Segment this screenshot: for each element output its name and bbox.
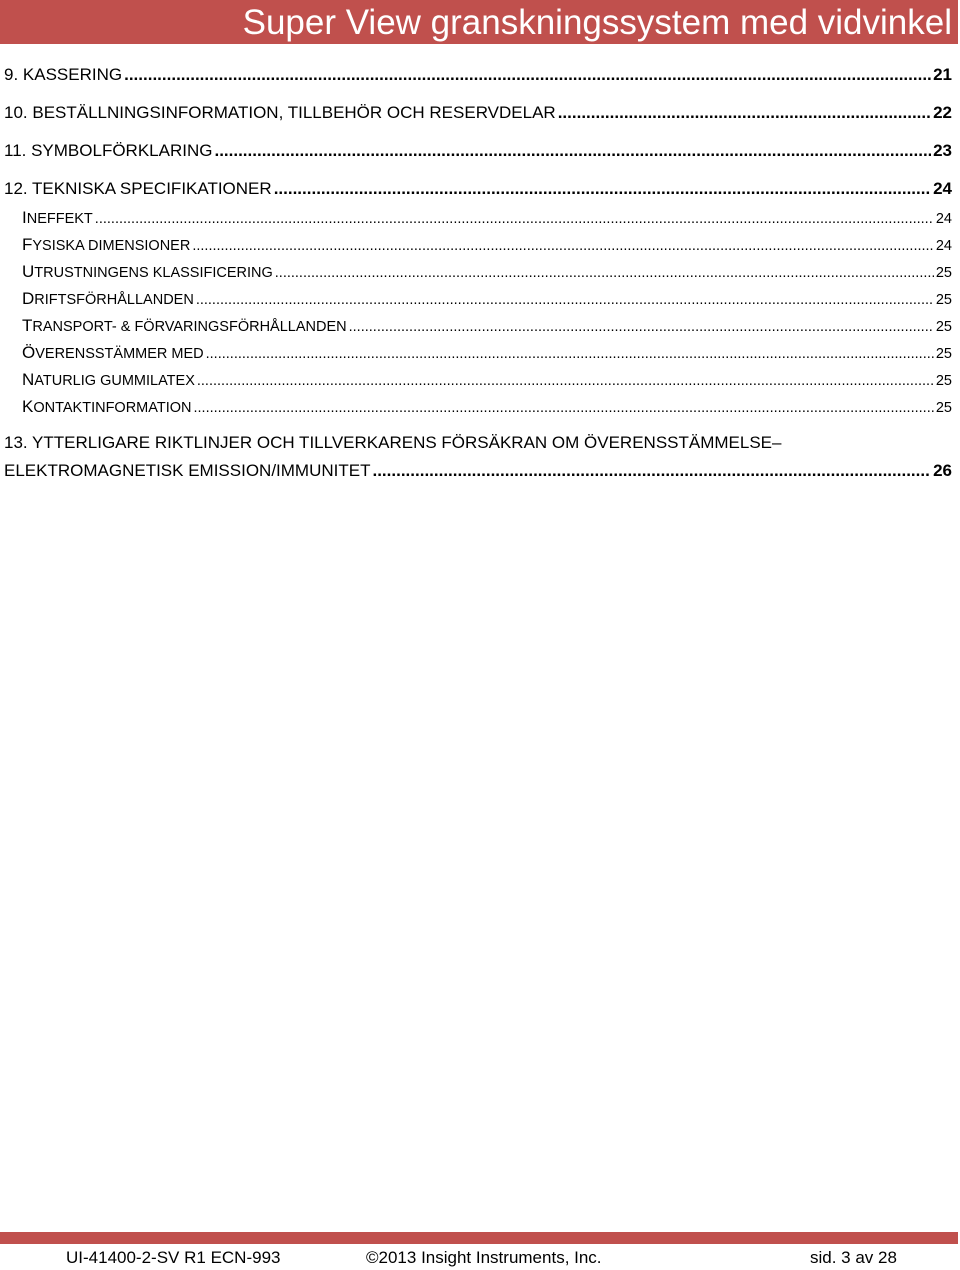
toc-entry-page: 22 <box>933 103 952 122</box>
toc-leader <box>95 211 934 227</box>
toc-subentry-transport[interactable] <box>22 316 952 336</box>
footer-bar <box>0 1232 958 1244</box>
toc-subentry-klassificering[interactable] <box>22 262 952 282</box>
toc-entry-10[interactable] <box>4 103 952 123</box>
toc-leader <box>274 179 931 199</box>
toc-entry-title: DRIFTSFÖRHÅLLANDEN <box>22 289 194 308</box>
toc-leader <box>124 65 931 85</box>
toc-leader <box>196 292 934 308</box>
toc-entry-title: 10. BESTÄLLNINGSINFORMATION, TILLBEHÖR OCH RESERVDELAR <box>4 103 556 122</box>
toc-entry-title: TRANSPORT- & FÖRVARINGSFÖRHÅLLANDEN <box>22 316 347 335</box>
toc-entry-13[interactable] <box>4 461 952 481</box>
toc-entry-page: 25 <box>935 400 952 416</box>
toc-leader <box>206 346 934 362</box>
toc-leader <box>192 238 934 254</box>
toc-entry-page: 24 <box>933 179 952 198</box>
toc-entry-13-line1[interactable]: 13. YTTERLIGARE RIKTLINJER OCH TILLVERKARENS FÖRSÄKRAN OM ÖVERENSSTÄMMELSE– <box>4 433 782 452</box>
toc-entry-title: ÖVERENSSTÄMMER MED <box>22 343 204 362</box>
toc-entry-page: 25 <box>935 373 952 389</box>
toc-subentry-driftsforhallanden[interactable] <box>22 289 952 309</box>
toc-entry-page: 26 <box>933 461 952 480</box>
toc-entry-title: NATURLIG GUMMILATEX <box>22 370 195 389</box>
toc-entry-page: 24 <box>935 211 952 227</box>
toc-leader <box>558 103 931 123</box>
toc-leader <box>214 141 931 161</box>
toc-entry-11[interactable] <box>4 141 952 161</box>
toc-entry-title: FYSISKA DIMENSIONER <box>22 235 191 254</box>
toc-leader <box>194 400 934 416</box>
toc-entry-title: 12. TEKNISKA SPECIFIKATIONER <box>4 179 272 198</box>
toc-leader <box>372 461 931 481</box>
toc-subentry-gummilatex[interactable] <box>22 370 952 390</box>
toc-entry-title: INEFFEKT <box>22 208 93 227</box>
toc-entry-9[interactable] <box>4 65 952 85</box>
toc-entry-12[interactable] <box>4 179 952 199</box>
toc-entry-title: UTRUSTNINGENS KLASSIFICERING <box>22 262 273 281</box>
toc-entry-page: 23 <box>933 141 952 160</box>
toc-entry-title: ELEKTROMAGNETISK EMISSION/IMMUNITET <box>4 461 371 480</box>
toc-entry-page: 25 <box>935 319 952 335</box>
toc-entry-page: 21 <box>933 65 952 84</box>
toc-subentry-kontaktinformation[interactable] <box>22 397 952 417</box>
toc-subentry-ineffekt[interactable] <box>22 208 952 228</box>
header-bar <box>0 0 958 44</box>
toc-entry-title: KONTAKTINFORMATION <box>22 397 192 416</box>
toc-leader <box>349 319 934 335</box>
footer-doc-id: UI-41400-2-SV R1 ECN-993 <box>66 1248 281 1267</box>
toc-entry-page: 25 <box>935 292 952 308</box>
toc-leader <box>275 265 934 281</box>
toc-entry-title: 9. KASSERING <box>4 65 123 84</box>
toc-entry-title: 11. SYMBOLFÖRKLARING <box>4 141 213 160</box>
toc-entry-page: 25 <box>935 346 952 362</box>
document-title: Super View granskningssystem med vidvinkel <box>242 3 952 42</box>
toc-leader <box>197 373 934 389</box>
toc-subentry-overensstammer[interactable] <box>22 343 952 363</box>
toc-entry-page: 24 <box>935 238 952 254</box>
toc-entry-page: 25 <box>935 265 952 281</box>
toc-subentry-fysiska-dimensioner[interactable] <box>22 235 952 255</box>
footer-page-info: sid. 3 av 28 <box>810 1248 897 1267</box>
footer-copyright: ©2013 Insight Instruments, Inc. <box>366 1248 602 1267</box>
